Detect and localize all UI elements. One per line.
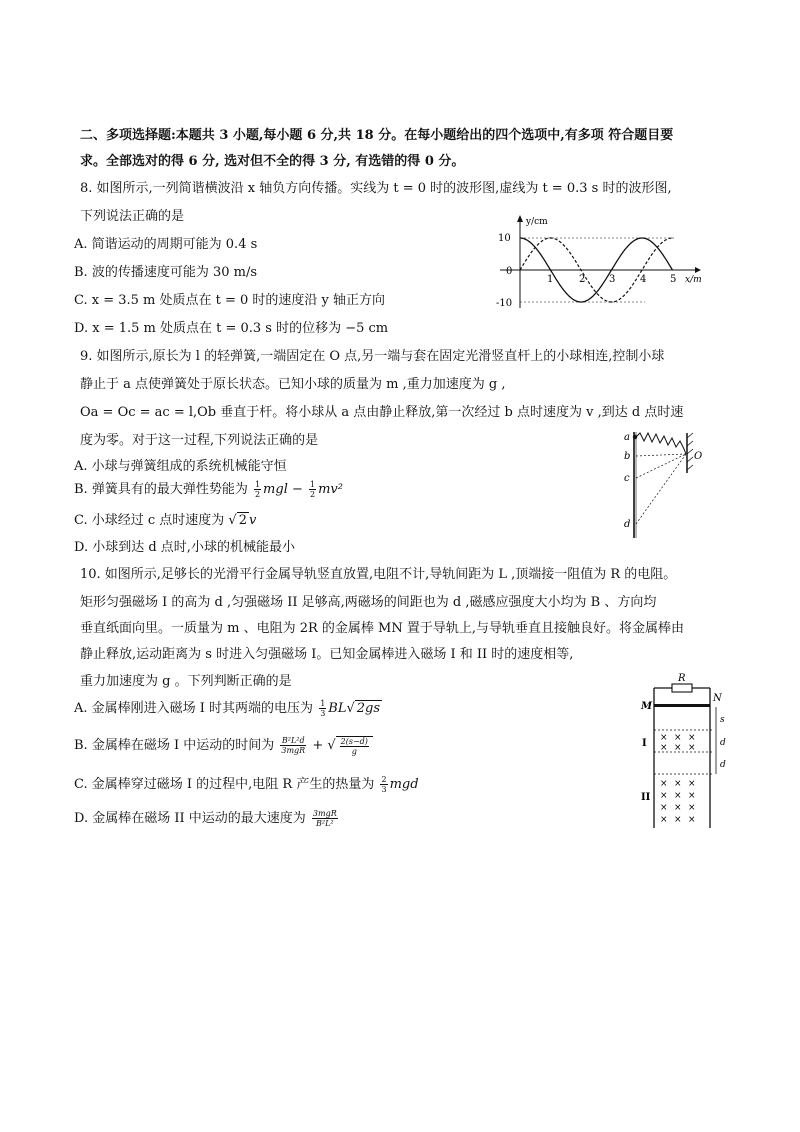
q8-option-a: A. 简谐运动的周期可能为 0.4 s: [74, 237, 258, 252]
fraction: [340, 737, 369, 756]
cross-icon: ×: [688, 815, 696, 825]
q9-option-c: [74, 509, 256, 528]
q10-option-b-text: B. 金属棒在磁场 I 中运动的时间为: [74, 738, 279, 753]
q10-stem-line-2: 矩形匀强磁场 I 的高为 d ,匀强磁场 II 足够高,两磁场的间距也为 d ,磁感应强度大小均为 B 、方向均: [80, 595, 657, 610]
fraction-numerator: 3mgR: [312, 809, 337, 818]
sqrt-radicand: 2: [238, 513, 247, 528]
q10-option-c-post: mgd: [389, 777, 419, 792]
y-tick-neg10: -10: [496, 298, 513, 309]
q10-option-a-text: A. 金属棒刚进入磁场 I 时其两端的电压为: [74, 701, 318, 716]
q8-stem-line-1: 8. 如图所示,一列简谐横波沿 x 轴负方向传播。实线为 t = 0 时的波形图,虚线为 t = 0.3 s 时的波形图,: [80, 181, 672, 196]
q8-option-b: B. 波的传播速度可能为 30 m/s: [74, 265, 258, 280]
fraction-numerator: 2: [381, 775, 387, 784]
q9-option-c-post: v: [249, 513, 257, 528]
fraction-denominator: 2: [310, 490, 316, 499]
q10-option-b: [74, 734, 373, 756]
y-tick-0: 0: [506, 266, 513, 277]
cross-icon: ×: [674, 779, 682, 789]
cross-icon: ×: [674, 743, 682, 753]
q9-option-a: A. 小球与弹簧组成的系统机械能守恒: [74, 459, 287, 474]
q9-spring-figure: [612, 428, 722, 540]
fraction-numerator: 2(s−d): [340, 736, 368, 746]
q9-stem-line-2: 静止于 a 点使弹簧处于原长状态。已知小球的质量为 m ,重力加速度为 g ,: [80, 377, 506, 392]
x-tick-3: 3: [609, 274, 616, 285]
fraction-denominator: 3mgR: [281, 746, 306, 755]
fraction-denominator: B²L²: [316, 819, 334, 828]
sqrt-radicand: [336, 736, 373, 756]
q9-option-d: D. 小球到达 d 点时,小球的机械能最小: [74, 540, 295, 555]
x-tick-2: 2: [579, 274, 586, 285]
q9-stem-line-1: 9. 如图所示,原长为 l 的轻弹簧,一端固定在 O 点,另一端与套在固定光滑竖直杆上的小球相连,控制小球: [80, 349, 665, 364]
fraction-denominator: 3: [320, 709, 326, 718]
label-r: R: [678, 673, 686, 684]
q8-wave-figure: [490, 212, 705, 312]
q9-stem-line-3: Oa = Oc = ac = l,Ob 垂直于杆。将小球从 a 点由静止释放,第一次经过 b 点时速度为 v ,到达 d 点时速: [80, 405, 684, 420]
dashed-oc: [636, 454, 686, 478]
q8-option-d: D. x = 1.5 m 处质点在 t = 0.3 s 时的位移为 −5 cm: [74, 321, 389, 336]
label-field-i: I: [642, 738, 647, 749]
q10-option-a: [74, 697, 382, 718]
fraction: [280, 736, 306, 755]
cross-icon: ×: [674, 733, 682, 743]
fraction: [254, 480, 261, 499]
field-i-crosses: [660, 733, 696, 753]
cross-icon: ×: [674, 815, 682, 825]
ball: [633, 435, 637, 439]
label-s: s: [720, 715, 725, 725]
label-m: M: [641, 701, 653, 712]
label-d: d: [624, 519, 631, 530]
x-axis-arrow: [695, 267, 701, 273]
section-header-line-1: 二、多项选择题:本题共 3 小题,每小题 6 分,共 18 分。在每小题给出的四个选项中,有多项 符合题目要: [80, 128, 674, 143]
q10-stem-line-4: 静止释放,运动距离为 s 时进入匀强磁场 I。已知金属棒进入磁场 I 和 II 时的速度相等,: [80, 647, 574, 662]
cross-icon: ×: [688, 791, 696, 801]
cross-icon: ×: [660, 791, 668, 801]
q10-stem-line-3: 垂直纸面向里。一质量为 m 、电阻为 2R 的金属棒 MN 置于导轨上,与导轨垂直且接触良好。将金属棒由: [80, 621, 684, 636]
label-d-2: d: [720, 760, 726, 770]
label-o: O: [694, 451, 703, 462]
metal-rod-mn: [654, 704, 710, 707]
q10-option-c: [74, 773, 419, 794]
cross-icon: ×: [688, 779, 696, 789]
spring: [636, 433, 686, 454]
fraction: [312, 809, 338, 828]
sqrt-radicand: 2gs: [356, 701, 381, 716]
x-tick-5: 5: [670, 274, 677, 285]
fraction-denominator: 2: [254, 490, 261, 499]
x-axis-label: x/m: [685, 275, 702, 285]
section-header-line-2: 求。全部选对的得 6 分, 选对但不全的得 3 分, 有选错的得 0 分。: [80, 154, 465, 169]
x-tick-4: 4: [640, 274, 647, 285]
y-axis-arrow: [517, 215, 523, 222]
q10-option-d-text: D. 金属棒在磁场 II 中运动的最大速度为: [74, 811, 310, 826]
fraction-numerator: 1: [254, 480, 261, 489]
q10-option-b-plus: + √: [308, 738, 336, 753]
q9-option-c-text: C. 小球经过 c 点时速度为 √: [74, 513, 237, 528]
fraction: [309, 480, 316, 499]
field-ii-crosses: [660, 779, 696, 825]
q10-option-d: [74, 807, 340, 828]
fraction: [380, 775, 387, 794]
cross-icon: ×: [660, 815, 668, 825]
q10-option-a-mid: BL√: [328, 701, 355, 716]
fraction-numerator: B²L²d: [281, 736, 305, 745]
cross-icon: ×: [688, 743, 696, 753]
cross-icon: ×: [660, 733, 668, 743]
cross-icon: ×: [688, 803, 696, 813]
cross-icon: ×: [660, 803, 668, 813]
dashed-od: [636, 454, 686, 524]
wall-hatch: [687, 433, 693, 470]
cross-icon: ×: [660, 743, 668, 753]
x-tick-1: 1: [547, 274, 554, 285]
q10-stem-line-1: 10. 如图所示,足够长的光滑平行金属导轨竖直放置,电阻不计,导轨间距为 L ,顶端接一阻值为 R 的电阻。: [80, 567, 677, 582]
fraction-denominator: 3: [381, 785, 387, 794]
y-axis-label: y/cm: [526, 217, 548, 227]
label-n: N: [713, 693, 722, 704]
label-a: a: [624, 432, 630, 443]
cross-icon: ×: [674, 803, 682, 813]
q9-option-b-post: mv²: [318, 482, 343, 497]
y-tick-10: 10: [498, 233, 511, 244]
q10-rails-figure: [638, 670, 738, 830]
cross-icon: ×: [688, 733, 696, 743]
fraction-numerator: 1: [320, 699, 326, 708]
dashed-ob: [636, 454, 686, 456]
label-c: c: [624, 473, 630, 484]
label-b: b: [624, 451, 631, 462]
fraction: [319, 699, 326, 718]
q8-option-c: C. x = 3.5 m 处质点在 t = 0 时的速度沿 y 轴正方向: [74, 293, 386, 308]
q9-option-b-text: B. 弹簧具有的最大弹性势能为: [74, 482, 252, 497]
resistor: [672, 684, 692, 692]
q9-stem-line-4: 度为零。对于这一过程,下列说法正确的是: [80, 433, 319, 448]
cross-icon: ×: [674, 791, 682, 801]
cross-icon: ×: [660, 779, 668, 789]
fraction-numerator: 1: [310, 480, 316, 489]
q10-option-c-text: C. 金属棒穿过磁场 I 的过程中,电阻 R 产生的热量为: [74, 777, 379, 792]
fraction-denominator: g: [351, 746, 357, 756]
label-field-ii: II: [641, 792, 651, 803]
q9-option-b-mid: mgl −: [263, 482, 308, 497]
q10-stem-line-5: 重力加速度为 g 。下列判断正确的是: [80, 674, 292, 689]
label-d-1: d: [720, 738, 726, 748]
q9-option-b: [74, 478, 343, 499]
q8-stem-line-2: 下列说法正确的是: [80, 209, 185, 224]
